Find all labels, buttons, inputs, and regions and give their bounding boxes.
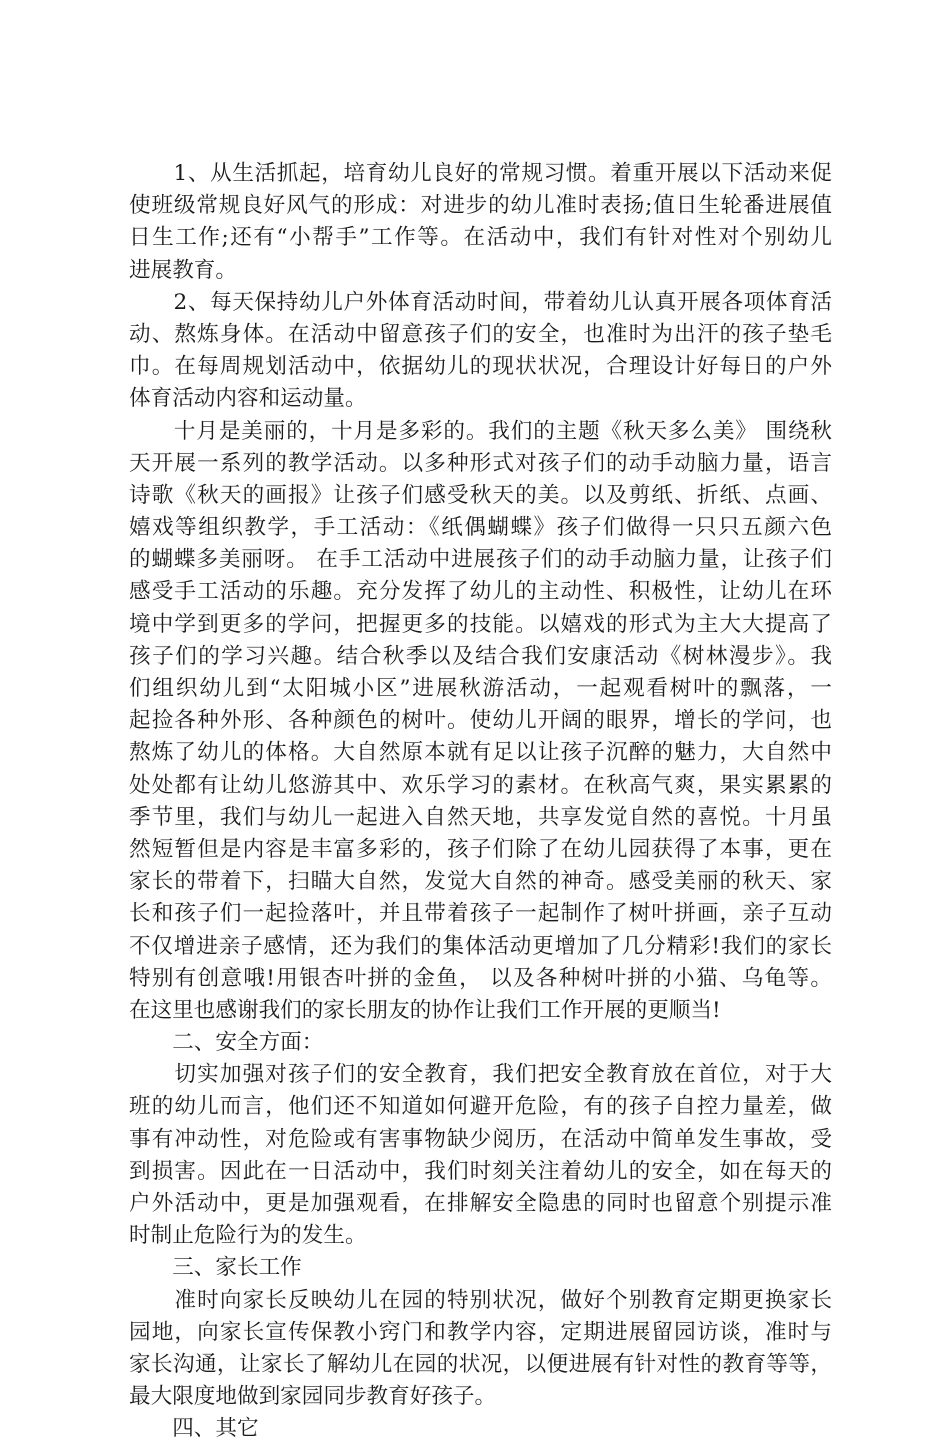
text-line: 户外活动中，更是加强观看，在排解安全隐患的同时也留意个别提示准 xyxy=(129,1191,832,1216)
text-line: 孩子们的学习兴趣。结合秋季以及结合我们安康活动《树林漫步》。我 xyxy=(129,643,832,669)
text-line: 感受手工活动的乐趣。充分发挥了幼儿的主动性、积极性，让幼儿在环 xyxy=(129,579,832,605)
text-line: 处处都有让幼儿悠游其中、欢乐学习的素材。在秋高气爽，果实累累的 xyxy=(129,772,832,798)
text-line: 四、其它 xyxy=(129,1416,259,1442)
text-line: 季节里，我们与幼儿一起进入自然天地，共享发觉自然的喜悦。十月虽 xyxy=(129,804,832,830)
text-line: 在这里也感谢我们的家长朋友的协作让我们工作开展的更顺当! xyxy=(129,997,721,1023)
text-line: 最大限度地做到家园同步教育好孩子。 xyxy=(129,1384,497,1410)
text-line: 嬉戏等组织教学，手工活动：《纸偶蝴蝶》孩子们做得一只只五颜六色 xyxy=(129,515,832,541)
text-line: 巾。在每周规划活动中，依据幼儿的现状状况，合理设计好每日的户外 xyxy=(129,354,832,380)
text-line: 境中学到更多的学问，把握更多的技能。以嬉戏的形式为主大大提高了 xyxy=(129,611,832,637)
text-line: 二、安全方面： xyxy=(129,1030,324,1056)
text-line: 动、熬炼身体。在活动中留意孩子们的安全，也准时为出汗的孩子垫毛 xyxy=(129,321,832,347)
text-line: 然短暂但是内容是丰富多彩的，孩子们除了在幼儿园获得了本事，更在 xyxy=(129,836,832,862)
text-line: 使班级常规良好风气的形成：对进步的幼儿准时表扬;值日生轮番进展值 xyxy=(129,193,832,219)
text-line: 班的幼儿而言，他们还不知道如何避开危险，有的孩子自控力量差，做 xyxy=(129,1094,832,1120)
text-line: 日生工作;还有“小帮手”工作等。在活动中，我们有针对性对个别幼儿 xyxy=(129,225,832,251)
text-line: 1、从生活抓起，培育幼儿良好的常规习惯。着重开展以下活动来促 xyxy=(129,161,832,186)
text-line: 熬炼了幼儿的体格。大自然原本就有足以让孩子沉醉的魅力，大自然中 xyxy=(129,740,832,766)
text-line: 事有冲动性，对危险或有害事物缺少阅历，在活动中简单发生事故，受 xyxy=(129,1126,832,1152)
text-line: 园地，向家长宣传保教小窍门和教学内容，定期进展留园访谈，准时与 xyxy=(129,1319,832,1345)
text-line: 起捡各种外形、各种颜色的树叶。使幼儿开阔的眼界，增长的学问，也 xyxy=(129,708,832,734)
text-line: 体育活动内容和运动量。 xyxy=(129,386,367,412)
text-line: 诗歌《秋天的画报》让孩子们感受秋天的美。以及剪纸、折纸、点画、 xyxy=(129,482,832,508)
text-line: 特别有创意哦!用银杏叶拼的金鱼， 以及各种树叶拼的小猫、乌龟等。 xyxy=(129,965,832,991)
text-line: 2、每天保持幼儿户外体育活动时间，带着幼儿认真开展各项体育活 xyxy=(129,289,832,315)
text-line: 长和孩子们一起捡落叶，并且带着孩子一起制作了树叶拼画，亲子互动 xyxy=(129,901,832,927)
text-line: 们组织幼儿到“太阳城小区”进展秋游活动，一起观看树叶的飘落，一 xyxy=(129,676,832,701)
text-line: 切实加强对孩子们的安全教育，我们把安全教育放在首位，对于大 xyxy=(129,1062,832,1088)
text-line: 家长沟通，让家长了解幼儿在园的状况，以便进展有针对性的教育等等， xyxy=(129,1351,832,1377)
document-body xyxy=(129,158,832,1446)
text-line: 天开展一系列的教学活动。以多种形式对孩子们的动手动脑力量，语言 xyxy=(129,450,832,476)
text-line: 的蝴蝶多美丽呀。 在手工活动中进展孩子们的动手动脑力量，让孩子们 xyxy=(129,547,832,573)
text-line: 进展教育。 xyxy=(129,257,237,283)
text-line: 时制止危险行为的发生。 xyxy=(129,1223,367,1249)
text-line: 十月是美丽的，十月是多彩的。我们的主题《秋天多么美》 围绕秋 xyxy=(129,418,832,444)
text-line: 不仅增进亲子感情，还为我们的集体活动更增加了几分精彩!我们的家长 xyxy=(129,933,832,959)
text-line: 到损害。因此在一日活动中，我们时刻关注着幼儿的安全，如在每天的 xyxy=(129,1158,832,1184)
text-line: 三、家长工作 xyxy=(129,1255,302,1281)
text-line: 家长的带着下，扫瞄大自然，发觉大自然的神奇。感受美丽的秋天、家 xyxy=(129,869,832,895)
text-line: 准时向家长反映幼儿在园的特别状况，做好个别教育定期更换家长 xyxy=(129,1287,832,1313)
